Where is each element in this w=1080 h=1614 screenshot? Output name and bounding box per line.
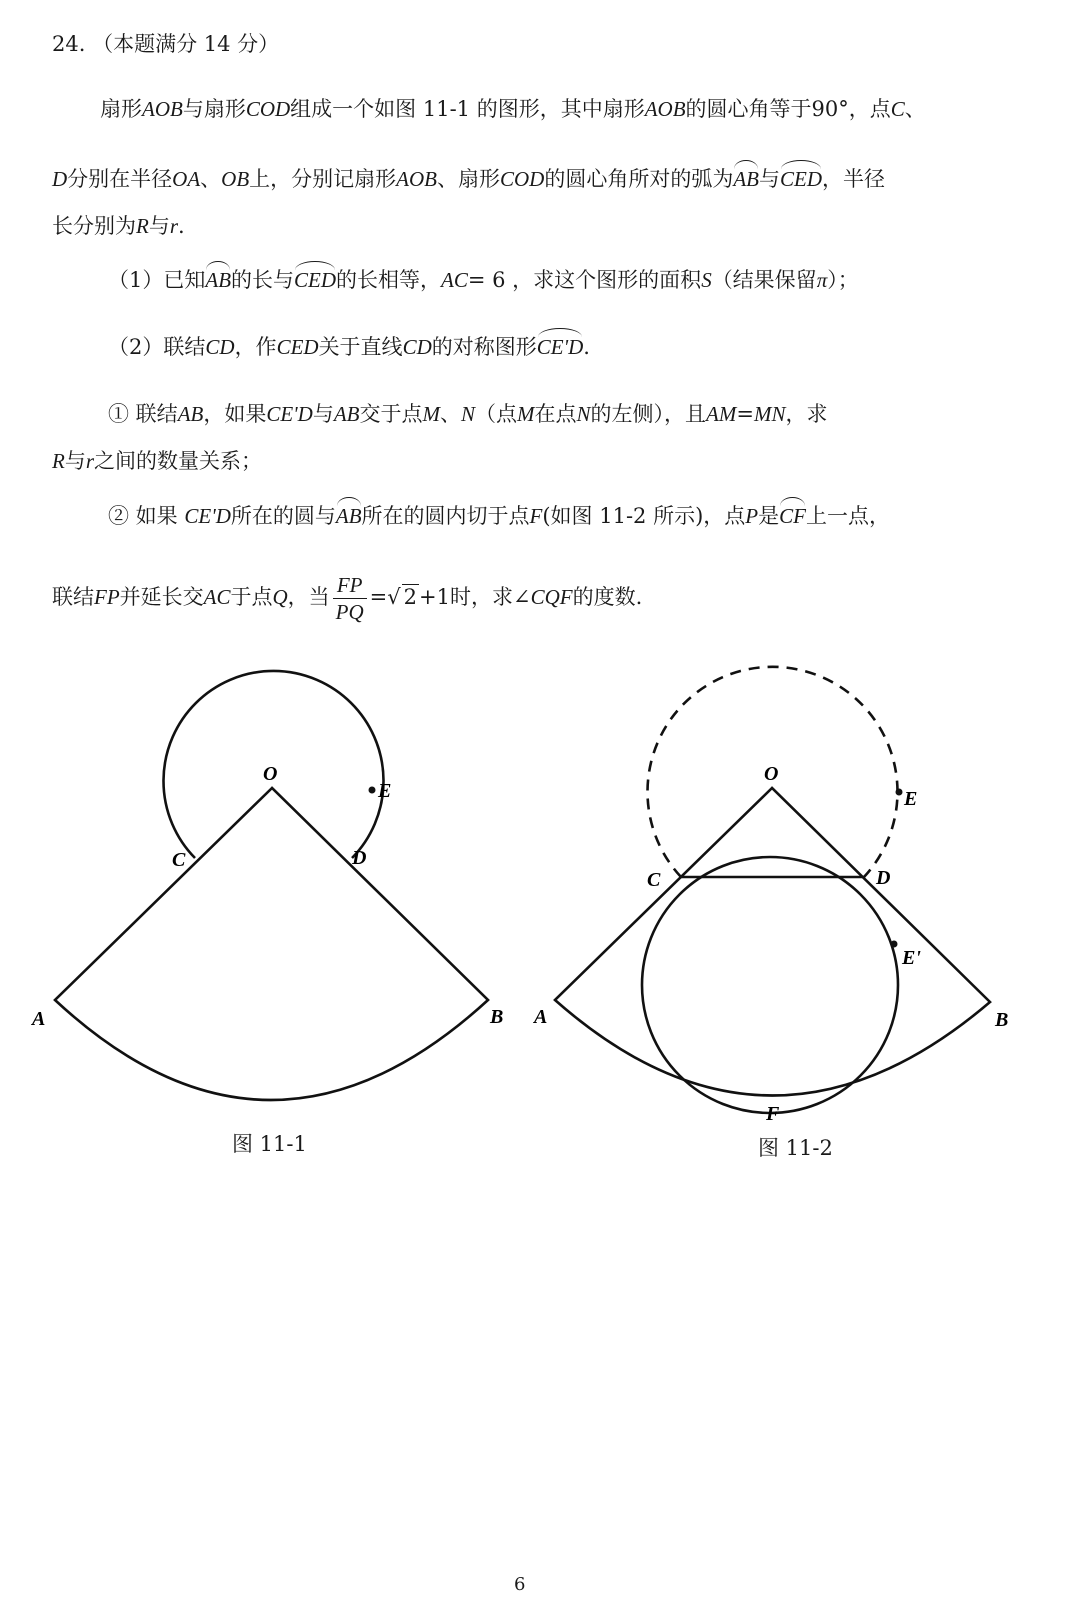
- text: 的圆心角所对的弧为: [544, 167, 734, 191]
- fraction-fp-pq: [333, 572, 367, 625]
- label-o: O: [263, 763, 278, 785]
- text: ，如果: [203, 402, 267, 426]
- text: 上一点，: [805, 504, 890, 528]
- label-e-2: E: [904, 788, 918, 810]
- text: (如图 11-2 所示)，点: [542, 504, 746, 528]
- label-c-2: C: [647, 869, 661, 891]
- text: 联结: [52, 585, 94, 609]
- math: r: [169, 214, 179, 238]
- text: 组成一个如图 11-1 的图形，其中扇形: [290, 97, 645, 121]
- math: M: [422, 402, 440, 426]
- math: S: [701, 268, 712, 292]
- math: FP: [94, 585, 120, 609]
- point-e: [369, 787, 376, 794]
- text: ，半径: [822, 167, 885, 191]
- math: CE'D: [266, 402, 313, 426]
- text: （点: [475, 402, 518, 426]
- text: ① 联结: [108, 402, 178, 426]
- math: R: [136, 214, 149, 238]
- text: ，当: [287, 585, 330, 609]
- intro-line-1: [100, 95, 926, 123]
- label-d-2: D: [876, 867, 891, 889]
- math: r: [85, 449, 95, 473]
- label-a-2: A: [534, 1006, 548, 1028]
- math: π: [816, 268, 828, 292]
- text: ，求: [785, 402, 828, 426]
- text: =: [736, 402, 754, 426]
- text: 在点: [534, 402, 577, 426]
- part-1: [108, 266, 859, 294]
- math: CED: [276, 335, 319, 359]
- problem-header: [52, 30, 279, 58]
- text: 长分别为: [52, 214, 136, 238]
- math: AM: [706, 402, 737, 426]
- label-b-2: B: [995, 1009, 1009, 1031]
- text: 与: [148, 214, 170, 238]
- part-2: [108, 333, 590, 361]
- intro-line-2: [52, 165, 885, 193]
- text: 所在的圆内切于点: [361, 504, 530, 528]
- arc-math: AB: [335, 504, 362, 528]
- caption-figure-11-2: 图 11-2: [758, 1136, 833, 1160]
- text: 的度数.: [572, 585, 643, 609]
- text: 于点: [230, 585, 273, 609]
- math: AOB: [142, 97, 183, 121]
- math: COD: [245, 97, 291, 121]
- sqrt-radicand: 2: [403, 585, 418, 609]
- page-number: 6: [514, 1574, 526, 1595]
- math: P: [745, 504, 759, 528]
- math: OA: [172, 167, 201, 191]
- label-f: F: [766, 1103, 780, 1125]
- sub-1-line-1: [108, 400, 827, 428]
- label-o-2: O: [764, 763, 779, 785]
- label-e-prime: E': [902, 947, 921, 969]
- math: N: [461, 402, 476, 426]
- text: +1时，求: [419, 585, 514, 609]
- text: 与: [759, 167, 780, 191]
- text: = 6 ，求这个图形的面积: [467, 268, 702, 292]
- problem-number: 24.: [52, 32, 86, 56]
- fraction-denominator: PQ: [335, 600, 364, 624]
- math: OB: [221, 167, 250, 191]
- sector-aob-2: [555, 788, 990, 1096]
- math: AB: [333, 402, 360, 426]
- label-d: D: [352, 847, 367, 869]
- text: 是: [758, 504, 780, 528]
- text: 与: [64, 449, 86, 473]
- math: CD: [402, 335, 432, 359]
- arc-math: CF: [779, 504, 806, 528]
- text: =: [369, 585, 388, 609]
- arc-math: AB: [205, 268, 232, 292]
- text: 的对称图形: [431, 335, 537, 359]
- label-a: A: [32, 1008, 46, 1030]
- arc-math: CE'D: [536, 335, 584, 359]
- text: （1）已知: [108, 268, 206, 292]
- arc-math: CED: [294, 268, 337, 292]
- intro-line-3: [52, 212, 185, 240]
- text: ② 如果: [108, 504, 178, 528]
- text: ，作: [234, 335, 277, 359]
- text: ）；: [827, 268, 859, 292]
- figure-11-1: [0, 640, 540, 1180]
- text: 、: [200, 167, 222, 191]
- math: R: [52, 449, 65, 473]
- math: F: [529, 504, 543, 528]
- point-e-prime: [891, 941, 898, 948]
- text: 扇形: [100, 97, 142, 121]
- sub-2-line-1: [108, 502, 890, 530]
- math: AOB: [644, 97, 686, 121]
- text: 分别在半径: [67, 167, 173, 191]
- text: 、: [904, 97, 926, 121]
- text: 的圆心角等于90°，点: [685, 97, 891, 121]
- math: CE'D: [184, 504, 231, 528]
- math: Q: [272, 585, 288, 609]
- text: 交于点: [359, 402, 423, 426]
- text: 关于直线: [318, 335, 403, 359]
- text: 、扇形: [437, 167, 500, 191]
- sqrt-sign: √: [387, 585, 401, 609]
- circle-ce-d: [642, 857, 898, 1113]
- math: CD: [205, 335, 235, 359]
- text: .: [583, 335, 590, 359]
- text: 之间的数量关系；: [94, 449, 263, 473]
- text: 上，分别记扇形: [249, 167, 397, 191]
- point-e-2: [896, 789, 903, 796]
- math: AOB: [396, 167, 437, 191]
- sub-1-line-2: [52, 447, 262, 475]
- text: .: [178, 214, 185, 238]
- sector-aob: [55, 788, 488, 1100]
- math: AC: [441, 268, 468, 292]
- text: 、: [440, 402, 461, 426]
- text: 的长与: [231, 268, 295, 292]
- math: MN: [753, 402, 786, 426]
- math: N: [576, 402, 591, 426]
- arc-math: CED: [780, 167, 822, 191]
- label-b: B: [490, 1006, 504, 1028]
- math: COD: [500, 167, 545, 191]
- math: C: [890, 97, 905, 121]
- figure-11-2: [534, 640, 1080, 1180]
- problem-points: （本题满分 14 分）: [92, 32, 280, 56]
- arc-math: AB: [733, 167, 759, 191]
- label-c: C: [172, 849, 186, 871]
- fraction-numerator: FP: [333, 572, 367, 599]
- text: 与扇形: [182, 97, 246, 121]
- sub-2-line-2: [52, 566, 642, 628]
- math: D: [52, 167, 68, 191]
- math: M: [517, 402, 535, 426]
- math: AC: [203, 585, 231, 609]
- text: 并延长交: [119, 585, 204, 609]
- text: 的左侧），且: [590, 402, 707, 426]
- text: 的长相等，: [336, 268, 442, 292]
- label-e: E: [378, 780, 392, 802]
- math: ∠CQF: [513, 585, 573, 609]
- text: （结果保留: [711, 268, 817, 292]
- caption-figure-11-1: 图 11-1: [232, 1132, 307, 1156]
- text: （2）联结: [108, 335, 206, 359]
- text: 所在的圆与: [230, 504, 336, 528]
- text: 与: [312, 402, 334, 426]
- math: AB: [177, 402, 204, 426]
